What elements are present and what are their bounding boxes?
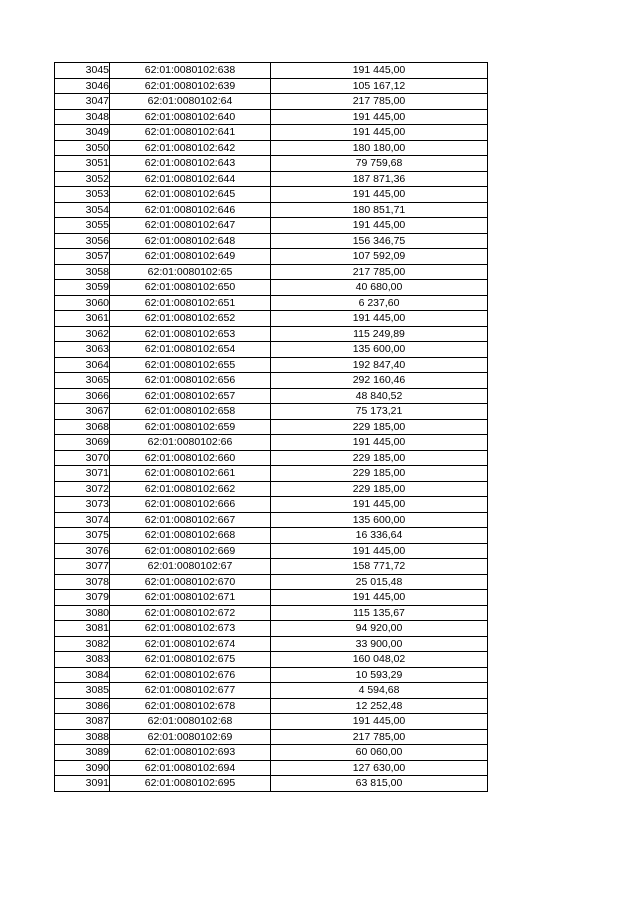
cadastral-value-cell: 79 759,68 — [271, 156, 488, 172]
cadastral-value-cell: 229 185,00 — [271, 419, 488, 435]
cadastral-number-cell: 62:01:0080102:666 — [110, 497, 271, 513]
cadastral-value-cell: 191 445,00 — [271, 109, 488, 125]
cadastral-number-cell: 62:01:0080102:645 — [110, 187, 271, 203]
row-number-cell: 3055 — [55, 218, 110, 234]
table-row — [55, 621, 488, 637]
cadastral-number-cell: 62:01:0080102:650 — [110, 280, 271, 296]
cadastral-number-cell: 62:01:0080102:647 — [110, 218, 271, 234]
table-row — [55, 450, 488, 466]
cadastral-value-cell: 217 785,00 — [271, 264, 488, 280]
row-number-cell: 3089 — [55, 745, 110, 761]
table-row — [55, 435, 488, 451]
cadastral-number-cell: 62:01:0080102:638 — [110, 63, 271, 79]
row-number-cell: 3076 — [55, 543, 110, 559]
cadastral-value-cell: 191 445,00 — [271, 218, 488, 234]
row-number-cell: 3064 — [55, 357, 110, 373]
cadastral-number-cell: 62:01:0080102:66 — [110, 435, 271, 451]
cadastral-value-cell: 60 060,00 — [271, 745, 488, 761]
table-row — [55, 605, 488, 621]
cadastral-value-cell: 191 445,00 — [271, 125, 488, 141]
cadastral-number-cell: 62:01:0080102:694 — [110, 760, 271, 776]
row-number-cell: 3048 — [55, 109, 110, 125]
table-row — [55, 776, 488, 792]
table-row — [55, 187, 488, 203]
row-number-cell: 3065 — [55, 373, 110, 389]
cadastral-number-cell: 62:01:0080102:67 — [110, 559, 271, 575]
cadastral-value-cell: 33 900,00 — [271, 636, 488, 652]
cadastral-number-cell: 62:01:0080102:65 — [110, 264, 271, 280]
row-number-cell: 3071 — [55, 466, 110, 482]
cadastral-value-cell: 16 336,64 — [271, 528, 488, 544]
row-number-cell: 3090 — [55, 760, 110, 776]
table-row — [55, 78, 488, 94]
cadastral-number-cell: 62:01:0080102:641 — [110, 125, 271, 141]
table-row — [55, 698, 488, 714]
table-row — [55, 466, 488, 482]
cadastral-value-cell: 229 185,00 — [271, 481, 488, 497]
row-number-cell: 3051 — [55, 156, 110, 172]
cadastral-number-cell: 62:01:0080102:693 — [110, 745, 271, 761]
cadastral-number-cell: 62:01:0080102:661 — [110, 466, 271, 482]
cadastral-number-cell: 62:01:0080102:649 — [110, 249, 271, 265]
cadastral-value-cell: 217 785,00 — [271, 729, 488, 745]
table-row — [55, 202, 488, 218]
cadastral-value-cell: 4 594,68 — [271, 683, 488, 699]
cadastral-value-cell: 12 252,48 — [271, 698, 488, 714]
table-row — [55, 729, 488, 745]
cadastral-value-table — [54, 62, 488, 792]
cadastral-value-cell: 180 180,00 — [271, 140, 488, 156]
cadastral-number-cell: 62:01:0080102:653 — [110, 326, 271, 342]
row-number-cell: 3088 — [55, 729, 110, 745]
table-row — [55, 140, 488, 156]
cadastral-value-cell: 40 680,00 — [271, 280, 488, 296]
row-number-cell: 3081 — [55, 621, 110, 637]
row-number-cell: 3085 — [55, 683, 110, 699]
cadastral-value-cell: 229 185,00 — [271, 450, 488, 466]
row-number-cell: 3052 — [55, 171, 110, 187]
table-row — [55, 311, 488, 327]
cadastral-value-cell: 191 445,00 — [271, 497, 488, 513]
cadastral-value-cell: 191 445,00 — [271, 714, 488, 730]
cadastral-number-cell: 62:01:0080102:673 — [110, 621, 271, 637]
cadastral-value-cell: 48 840,52 — [271, 388, 488, 404]
cadastral-value-cell: 217 785,00 — [271, 94, 488, 110]
row-number-cell: 3091 — [55, 776, 110, 792]
cadastral-value-cell: 127 630,00 — [271, 760, 488, 776]
table-row — [55, 249, 488, 265]
row-number-cell: 3075 — [55, 528, 110, 544]
cadastral-value-cell: 94 920,00 — [271, 621, 488, 637]
cadastral-value-cell: 6 237,60 — [271, 295, 488, 311]
cadastral-number-cell: 62:01:0080102:660 — [110, 450, 271, 466]
cadastral-value-cell: 105 167,12 — [271, 78, 488, 94]
cadastral-value-cell: 75 173,21 — [271, 404, 488, 420]
cadastral-number-cell: 62:01:0080102:671 — [110, 590, 271, 606]
cadastral-value-cell: 191 445,00 — [271, 187, 488, 203]
cadastral-number-cell: 62:01:0080102:676 — [110, 667, 271, 683]
table-row — [55, 63, 488, 79]
cadastral-number-cell: 62:01:0080102:678 — [110, 698, 271, 714]
table-row — [55, 280, 488, 296]
table-row — [55, 233, 488, 249]
cadastral-number-cell: 62:01:0080102:656 — [110, 373, 271, 389]
row-number-cell: 3049 — [55, 125, 110, 141]
cadastral-number-cell: 62:01:0080102:69 — [110, 729, 271, 745]
row-number-cell: 3045 — [55, 63, 110, 79]
row-number-cell: 3067 — [55, 404, 110, 420]
table-row — [55, 574, 488, 590]
row-number-cell: 3086 — [55, 698, 110, 714]
cadastral-number-cell: 62:01:0080102:648 — [110, 233, 271, 249]
cadastral-number-cell: 62:01:0080102:640 — [110, 109, 271, 125]
cadastral-number-cell: 62:01:0080102:675 — [110, 652, 271, 668]
row-number-cell: 3073 — [55, 497, 110, 513]
table-row — [55, 667, 488, 683]
cadastral-value-cell: 229 185,00 — [271, 466, 488, 482]
cadastral-value-cell: 135 600,00 — [271, 512, 488, 528]
cadastral-number-cell: 62:01:0080102:642 — [110, 140, 271, 156]
cadastral-number-cell: 62:01:0080102:657 — [110, 388, 271, 404]
row-number-cell: 3068 — [55, 419, 110, 435]
table-row — [55, 559, 488, 575]
row-number-cell: 3056 — [55, 233, 110, 249]
table-row — [55, 109, 488, 125]
cadastral-value-cell: 191 445,00 — [271, 435, 488, 451]
cadastral-number-cell: 62:01:0080102:672 — [110, 605, 271, 621]
cadastral-value-cell: 192 847,40 — [271, 357, 488, 373]
row-number-cell: 3083 — [55, 652, 110, 668]
row-number-cell: 3061 — [55, 311, 110, 327]
table-row — [55, 481, 488, 497]
cadastral-number-cell: 62:01:0080102:668 — [110, 528, 271, 544]
row-number-cell: 3063 — [55, 342, 110, 358]
cadastral-number-cell: 62:01:0080102:68 — [110, 714, 271, 730]
cadastral-value-cell: 10 593,29 — [271, 667, 488, 683]
table-row — [55, 714, 488, 730]
cadastral-value-cell: 115 249,89 — [271, 326, 488, 342]
table-row — [55, 357, 488, 373]
cadastral-value-cell: 156 346,75 — [271, 233, 488, 249]
cadastral-value-cell: 191 445,00 — [271, 543, 488, 559]
cadastral-value-cell: 292 160,46 — [271, 373, 488, 389]
cadastral-value-cell: 107 592,09 — [271, 249, 488, 265]
row-number-cell: 3060 — [55, 295, 110, 311]
cadastral-number-cell: 62:01:0080102:655 — [110, 357, 271, 373]
row-number-cell: 3082 — [55, 636, 110, 652]
table-row — [55, 342, 488, 358]
table-row — [55, 636, 488, 652]
cadastral-value-cell: 191 445,00 — [271, 311, 488, 327]
table-row — [55, 264, 488, 280]
row-number-cell: 3059 — [55, 280, 110, 296]
cadastral-value-cell: 158 771,72 — [271, 559, 488, 575]
table-row — [55, 404, 488, 420]
cadastral-number-cell: 62:01:0080102:677 — [110, 683, 271, 699]
table-row — [55, 419, 488, 435]
row-number-cell: 3057 — [55, 249, 110, 265]
cadastral-value-cell: 187 871,36 — [271, 171, 488, 187]
cadastral-number-cell: 62:01:0080102:670 — [110, 574, 271, 590]
table-row — [55, 125, 488, 141]
row-number-cell: 3078 — [55, 574, 110, 590]
table-row — [55, 543, 488, 559]
table-row — [55, 326, 488, 342]
row-number-cell: 3077 — [55, 559, 110, 575]
table-row — [55, 218, 488, 234]
row-number-cell: 3050 — [55, 140, 110, 156]
row-number-cell: 3087 — [55, 714, 110, 730]
cadastral-value-cell: 25 015,48 — [271, 574, 488, 590]
row-number-cell: 3074 — [55, 512, 110, 528]
table-row — [55, 94, 488, 110]
cadastral-number-cell: 62:01:0080102:652 — [110, 311, 271, 327]
row-number-cell: 3079 — [55, 590, 110, 606]
cadastral-number-cell: 62:01:0080102:674 — [110, 636, 271, 652]
cadastral-number-cell: 62:01:0080102:662 — [110, 481, 271, 497]
table-row — [55, 652, 488, 668]
table-body — [55, 63, 488, 792]
cadastral-number-cell: 62:01:0080102:643 — [110, 156, 271, 172]
cadastral-value-cell: 191 445,00 — [271, 63, 488, 79]
row-number-cell: 3069 — [55, 435, 110, 451]
cadastral-number-cell: 62:01:0080102:644 — [110, 171, 271, 187]
table-row — [55, 512, 488, 528]
row-number-cell: 3072 — [55, 481, 110, 497]
table-row — [55, 497, 488, 513]
row-number-cell: 3066 — [55, 388, 110, 404]
cadastral-value-cell: 63 815,00 — [271, 776, 488, 792]
row-number-cell: 3084 — [55, 667, 110, 683]
cadastral-number-cell: 62:01:0080102:64 — [110, 94, 271, 110]
cadastral-value-cell: 180 851,71 — [271, 202, 488, 218]
cadastral-number-cell: 62:01:0080102:646 — [110, 202, 271, 218]
cadastral-number-cell: 62:01:0080102:654 — [110, 342, 271, 358]
row-number-cell: 3058 — [55, 264, 110, 280]
row-number-cell: 3046 — [55, 78, 110, 94]
cadastral-number-cell: 62:01:0080102:639 — [110, 78, 271, 94]
table-row — [55, 683, 488, 699]
cadastral-value-cell: 191 445,00 — [271, 590, 488, 606]
table-row — [55, 528, 488, 544]
cadastral-number-cell: 62:01:0080102:658 — [110, 404, 271, 420]
table-row — [55, 760, 488, 776]
table-row — [55, 590, 488, 606]
row-number-cell: 3062 — [55, 326, 110, 342]
row-number-cell: 3080 — [55, 605, 110, 621]
table-row — [55, 373, 488, 389]
table-row — [55, 156, 488, 172]
cadastral-number-cell: 62:01:0080102:695 — [110, 776, 271, 792]
row-number-cell: 3053 — [55, 187, 110, 203]
table-row — [55, 295, 488, 311]
cadastral-number-cell: 62:01:0080102:669 — [110, 543, 271, 559]
cadastral-number-cell: 62:01:0080102:667 — [110, 512, 271, 528]
cadastral-number-cell: 62:01:0080102:651 — [110, 295, 271, 311]
table-row — [55, 745, 488, 761]
row-number-cell: 3054 — [55, 202, 110, 218]
cadastral-number-cell: 62:01:0080102:659 — [110, 419, 271, 435]
row-number-cell: 3047 — [55, 94, 110, 110]
row-number-cell: 3070 — [55, 450, 110, 466]
cadastral-value-cell: 135 600,00 — [271, 342, 488, 358]
table-row — [55, 388, 488, 404]
table-row — [55, 171, 488, 187]
cadastral-value-cell: 115 135,67 — [271, 605, 488, 621]
cadastral-value-cell: 160 048,02 — [271, 652, 488, 668]
